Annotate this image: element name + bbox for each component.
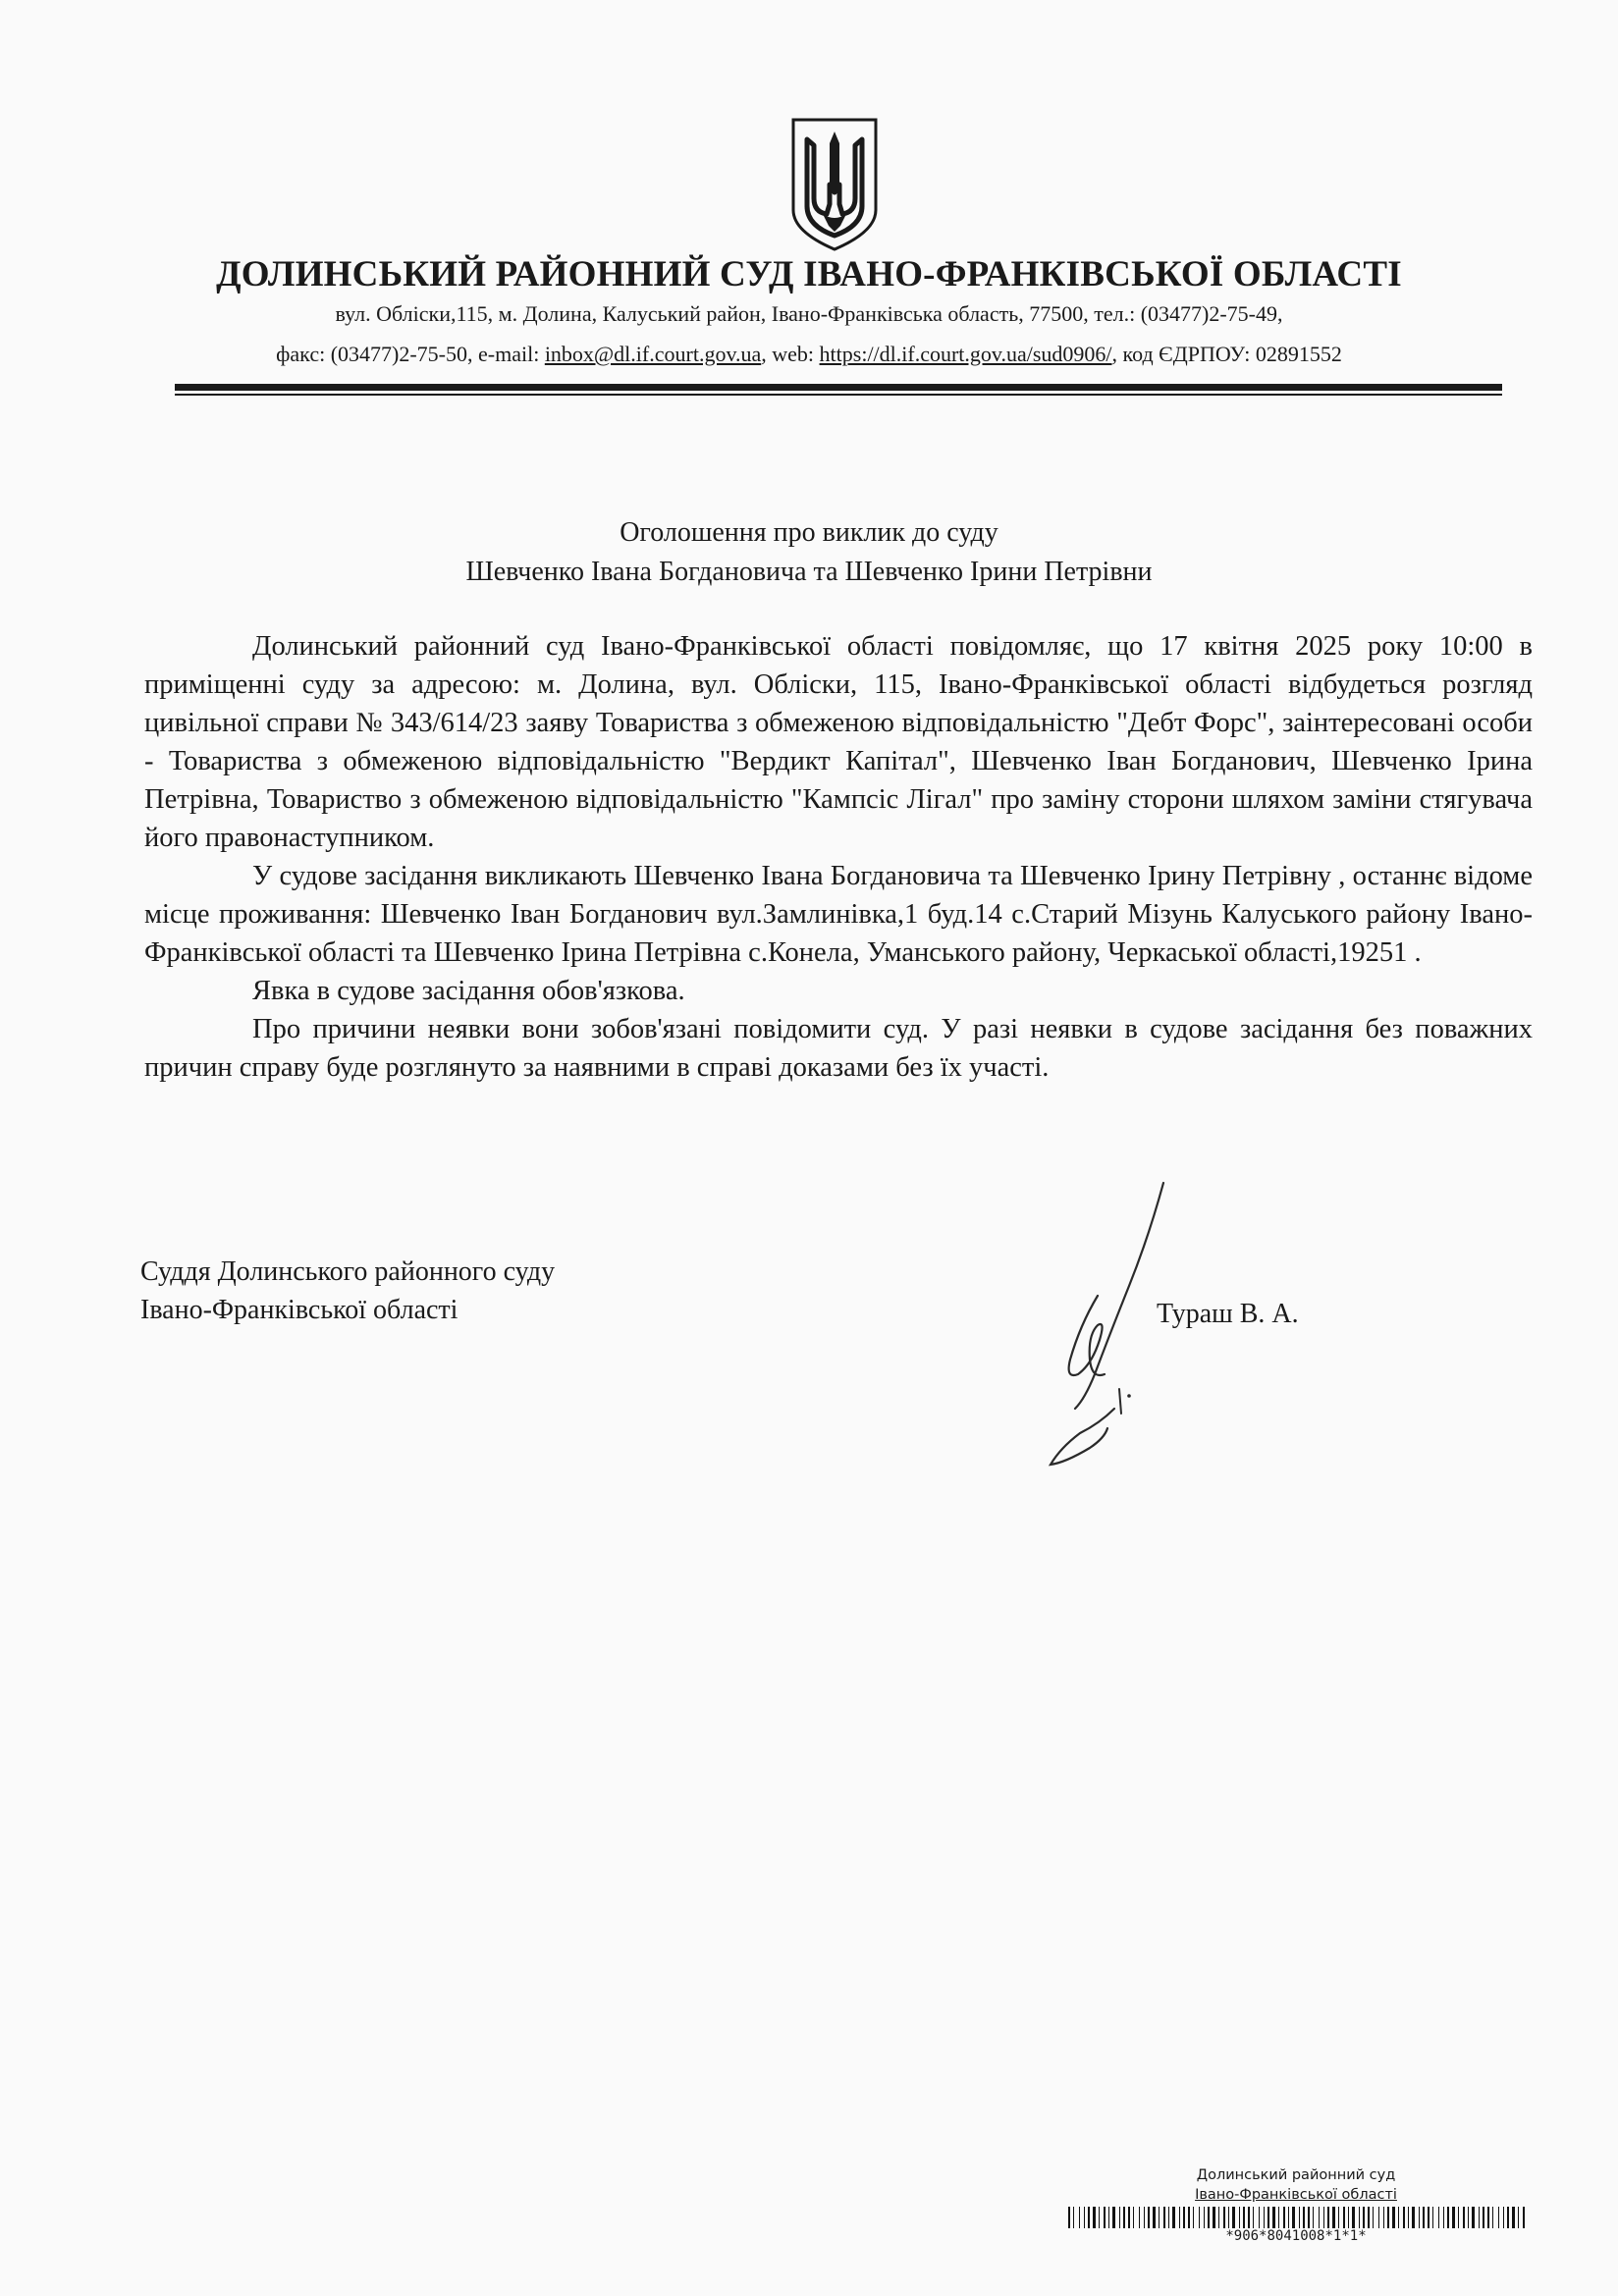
barcode-bar	[1099, 2207, 1100, 2228]
barcode-bar	[1368, 2207, 1370, 2228]
stamp-region: Івано-Франківської області	[1195, 2187, 1397, 2203]
barcode-bar	[1438, 2207, 1439, 2228]
barcode-bar	[1218, 2207, 1219, 2228]
barcode-bar	[1458, 2207, 1459, 2228]
barcode-bar	[1093, 2207, 1096, 2228]
barcode-bar	[1387, 2207, 1389, 2228]
barcode-bar	[1104, 2207, 1106, 2228]
barcode-bar	[1267, 2207, 1269, 2228]
barcode-bar	[1512, 2207, 1515, 2228]
barcode-bar	[1348, 2207, 1349, 2228]
barcode-bar	[1073, 2207, 1074, 2228]
paragraph-summons: У судове засідання викликають Шевченко Івана Богдановича та Шевченко Ірину Петрівну , останнє відоме місце проживання: Шевченко Іван Богданович вул.Замлинівка,1 буд.14 с.Старий Мізунь Калуського району Івано-Франківської області та Шевченко Ірина Петрівна с.Конела, Уманського району, Черкаської області,19251 .	[144, 861, 1533, 968]
barcode-bar	[1432, 2207, 1433, 2228]
barcode-bar	[1179, 2207, 1180, 2228]
announcement-title: Оголошення про виклик до суду	[620, 517, 998, 548]
barcode-bar	[1292, 2207, 1295, 2228]
barcode-bar	[1468, 2207, 1469, 2228]
barcode-bar	[1419, 2207, 1420, 2228]
barcode-bar	[1128, 2207, 1130, 2228]
barcode-bar	[1188, 2207, 1190, 2228]
barcode-bar	[1313, 2207, 1314, 2228]
barcode-bar	[1319, 2207, 1320, 2228]
barcode-bar	[1232, 2207, 1235, 2228]
barcode-bar	[1332, 2207, 1335, 2228]
barcode-bar	[1507, 2207, 1509, 2228]
barcode-bar	[1463, 2207, 1465, 2228]
barcode-bar	[1153, 2207, 1156, 2228]
website-link[interactable]: https://dl.if.court.gov.ua/sud0906/	[819, 342, 1112, 366]
barcode-bar	[1323, 2207, 1324, 2228]
barcode-bar	[1363, 2207, 1365, 2228]
barcode-bar	[1452, 2207, 1455, 2228]
barcode-bar	[1523, 2207, 1525, 2228]
barcode-bar	[1133, 2207, 1134, 2228]
barcode-bar	[1299, 2207, 1300, 2228]
judge-name: Тураш В. А.	[1157, 1299, 1299, 1329]
barcode-bar	[1398, 2207, 1399, 2228]
barcode-bar	[1443, 2207, 1444, 2228]
barcode-bar	[1288, 2207, 1289, 2228]
barcode-number: *906*8041008*1*1*	[1225, 2228, 1367, 2244]
barcode-bar	[1479, 2207, 1480, 2228]
barcode-bar	[1148, 2207, 1150, 2228]
barcode-bar	[1228, 2207, 1229, 2228]
stamp-court-name: Долинський районний суд	[1196, 2167, 1396, 2183]
barcode-bar	[1343, 2207, 1345, 2228]
barcode-bar	[1403, 2207, 1405, 2228]
barcode-bar	[1243, 2207, 1245, 2228]
barcode-bar	[1199, 2207, 1200, 2228]
barcode-bar	[1283, 2207, 1285, 2228]
web-label: , web:	[761, 342, 820, 366]
judge-title-line1: Суддя Долинського районного суду	[140, 1256, 556, 1287]
barcode-bar	[1383, 2207, 1384, 2228]
barcode-bar	[1378, 2207, 1379, 2228]
barcode-bar	[1428, 2207, 1429, 2228]
barcode-bar	[1303, 2207, 1305, 2228]
barcode-bar	[1278, 2207, 1279, 2228]
barcode-icon	[1068, 2207, 1525, 2228]
barcode-bar	[1518, 2207, 1519, 2228]
barcode-bar	[1392, 2207, 1395, 2228]
paragraph-hearing: Долинський районний суд Івано-Франківської області повідомляє, що 17 квітня 2025 року 10:00 в приміщенні суду за адресою: м. Долина, вул. Обліски, 115, Івано-Франківської області відбудеться розгляд цивільної справи № 343/614/23 заяву Товариства з обмеженою відповідальністю "Дебт Форс", заінтересовані особи - Товариства з обмеженою відповідальністю "Вердикт Капітал", Шевченко Іван Богданович, Шевченко Ірина Петрівна, Товариство з обмеженою відповідальністю "Кампсіс Лігал" про заміну сторони шляхом заміни стягувача його правонаступником.	[144, 631, 1533, 853]
header-divider-thick	[175, 384, 1502, 391]
barcode-bar	[1193, 2207, 1194, 2228]
barcode-bar	[1223, 2207, 1225, 2228]
trident-icon	[787, 116, 882, 253]
barcode-bar	[1308, 2207, 1310, 2228]
barcode-bar	[1139, 2207, 1140, 2228]
edrpou-code: , код ЄДРПОУ: 02891552	[1111, 342, 1342, 366]
barcode-bar	[1272, 2207, 1275, 2228]
barcode-bar	[1264, 2207, 1265, 2228]
barcode-bar	[1412, 2207, 1415, 2228]
barcode-bar	[1172, 2207, 1175, 2228]
barcode-bar	[1068, 2207, 1070, 2228]
barcode-bar	[1423, 2207, 1425, 2228]
header-divider-thin	[175, 394, 1502, 396]
barcode-bar	[1123, 2207, 1125, 2228]
barcode-bar	[1503, 2207, 1504, 2228]
announcement-subtitle: Шевченко Івана Богдановича та Шевченко Ірини Петрівни	[465, 557, 1153, 587]
barcode-bar	[1338, 2207, 1339, 2228]
barcode-bar	[1168, 2207, 1169, 2228]
court-contacts	[147, 342, 1471, 367]
barcode-bar	[1447, 2207, 1449, 2228]
barcode-bar	[1253, 2207, 1254, 2228]
barcode-bar	[1259, 2207, 1260, 2228]
paragraph-attendance: Явка в судове засідання обов'язкова.	[252, 976, 685, 1006]
barcode-bar	[1208, 2207, 1210, 2228]
barcode-bar	[1183, 2207, 1185, 2228]
barcode-bar	[1483, 2207, 1484, 2228]
barcode-bar	[1487, 2207, 1489, 2228]
barcode-bar	[1144, 2207, 1145, 2228]
barcode-bar	[1159, 2207, 1160, 2228]
barcode-bar	[1359, 2207, 1360, 2228]
paragraph-absence: Про причини неявки вони зобов'язані повідомити суд. У разі неявки в судове засідання без поважних причин справу буде розглянуто за наявними в справі доказами без їх участі.	[144, 1014, 1533, 1083]
barcode-bar	[1248, 2207, 1250, 2228]
barcode-bar	[1352, 2207, 1355, 2228]
announcement-body	[144, 627, 1533, 1087]
barcode-bar	[1408, 2207, 1409, 2228]
barcode-bar	[1204, 2207, 1205, 2228]
barcode-bar	[1112, 2207, 1115, 2228]
barcode-bar	[1108, 2207, 1109, 2228]
court-address: вул. Обліски,115, м. Долина, Калуський район, Івано-Франківська область, 77500, тел.: (03477)2-75-49,	[335, 301, 1283, 326]
email-link[interactable]: inbox@dl.if.court.gov.ua	[544, 342, 762, 366]
barcode-bar	[1213, 2207, 1215, 2228]
fax-text: факс: (03477)2-75-50, e-mail:	[276, 342, 545, 366]
barcode-bar	[1084, 2207, 1085, 2228]
barcode-bar	[1239, 2207, 1240, 2228]
barcode-bar	[1088, 2207, 1090, 2228]
barcode-bar	[1472, 2207, 1475, 2228]
barcode-bar	[1498, 2207, 1499, 2228]
barcode-bar	[1119, 2207, 1120, 2228]
barcode-bar	[1373, 2207, 1374, 2228]
barcode-bar	[1163, 2207, 1165, 2228]
barcode-bar	[1492, 2207, 1493, 2228]
judge-title-line2: Івано-Франківської області	[140, 1295, 458, 1325]
barcode-bar	[1079, 2207, 1080, 2228]
court-name: ДОЛИНСЬКИЙ РАЙОННИЙ СУД ІВАНО-ФРАНКІВСЬКОЇ ОБЛАСТІ	[216, 254, 1402, 294]
barcode-bar	[1327, 2207, 1329, 2228]
